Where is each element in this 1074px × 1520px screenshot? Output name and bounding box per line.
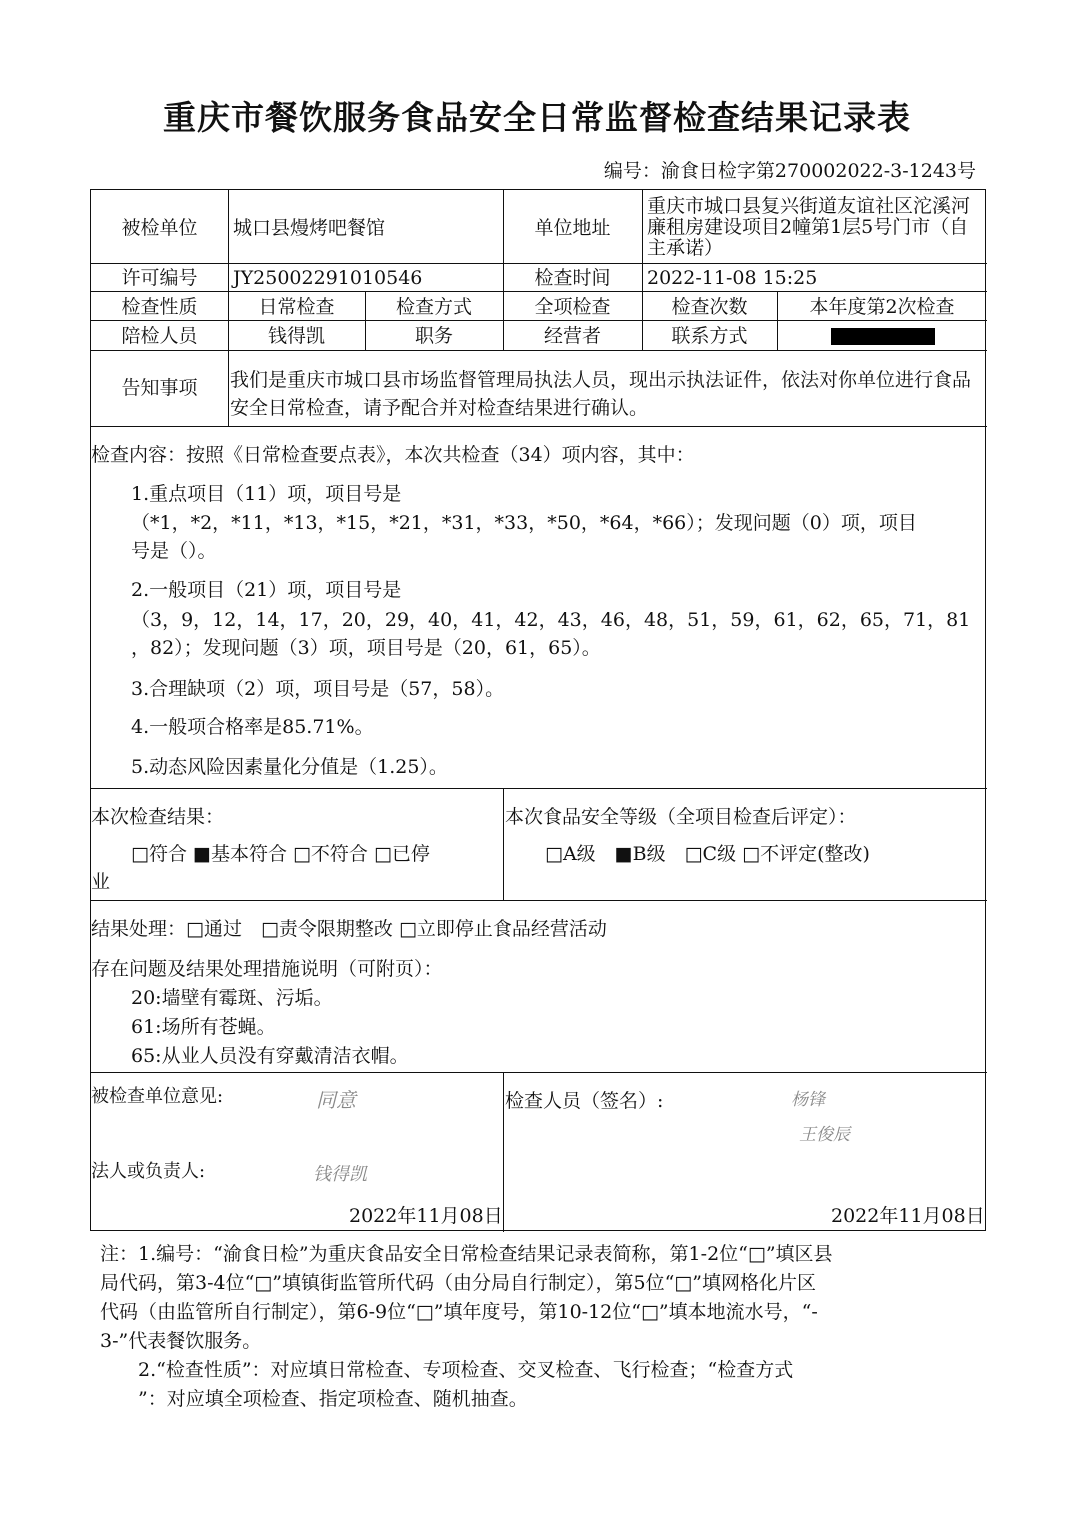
address-value: 重庆市城口县复兴街道友谊社区沱溪河廉租房建设项目2幢第1层5号门市（自主承诺）	[647, 195, 971, 259]
license-label: 许可编号	[121, 267, 198, 289]
result-label: 本次检查结果：	[91, 806, 225, 828]
note-2-line: 2.“检查性质”：对应填日常检查、专项检查、交叉检查、飞行检查；“检查方式	[138, 1359, 794, 1381]
grade-label: 本次食品安全等级（全项目检查后评定）：	[505, 806, 857, 828]
opinion-label: 被检查单位意见:	[91, 1086, 224, 1107]
nature-label: 检查性质	[121, 296, 198, 318]
handling-line: 结果处理：□通过 □责令限期整改 □立即停止食品经营活动	[91, 918, 607, 940]
time-value: 2022-11-08 15:25	[647, 267, 818, 289]
record-table	[90, 189, 986, 1231]
note-1-line: 代码（由监管所自行制定），第6-9位“□”填年度号，第10-12位“□”填本地流水号，“-	[100, 1301, 818, 1323]
grade-options: □A级 ■B级 □C级 □不评定(整改)	[545, 843, 870, 865]
count-label: 检查次数	[671, 296, 748, 318]
time-label: 检查时间	[534, 267, 611, 289]
key-items-line2: （*1，*2，*11，*13，*15，*21，*31，*33，*50，*64，*66）；发现问题（0）项，项目	[131, 512, 917, 534]
general-items-line3: ，82）；发现问题（3）项，项目号是（20，61，65）。	[131, 637, 601, 659]
note-2-line: ”：对应填全项检查、指定项检查、随机抽查。	[138, 1388, 528, 1410]
inspector-signature: 王俊辰	[799, 1125, 850, 1145]
unit-value: 城口县熳烤吧餐馆	[233, 217, 386, 239]
issue-item: 65:从业人员没有穿戴清洁衣帽。	[131, 1045, 409, 1067]
pass-rate-line: 4.一般项合格率是85.71%。	[131, 716, 374, 738]
legal-person-signature: 钱得凯	[313, 1164, 367, 1185]
issues-label: 存在问题及结果处理措施说明（可附页）：	[91, 958, 443, 980]
note-1-line: 注：1.编号：“渝食日检”为重庆食品安全日常检查结果记录表简称，第1-2位“□”填区县	[100, 1243, 833, 1265]
unit-label: 被检单位	[121, 217, 198, 239]
legal-person-label: 法人或负责人:	[91, 1161, 206, 1182]
inspector-label: 检查人员（签名）:	[505, 1090, 664, 1112]
notice-text: 我们是重庆市城口县市场监督管理局执法人员，现出示执法证件，依法对你单位进行食品安全日常检查，请予配合并对检查结果进行确认。	[230, 369, 972, 419]
issue-item: 61:场所有苍蝇。	[131, 1016, 276, 1038]
left-date: 2022年11月08日	[349, 1205, 503, 1227]
document-number: 编号：渝食日检字第270002022-3-1243号	[603, 160, 976, 182]
issue-item: 20:墙壁有霉斑、污垢。	[131, 987, 333, 1009]
missing-items-line: 3.合理缺项（2）项，项目号是（57，58）。	[131, 678, 505, 700]
content-intro: 检查内容：按照《日常检查要点表》，本次共检查（34）项内容，其中：	[91, 444, 695, 466]
inspector-signature: 杨锋	[791, 1090, 825, 1110]
risk-score-line: 5.动态风险因素量化分值是（1.25）。	[131, 756, 448, 778]
note-1-line: 局代码，第3-4位“□”填镇街监管所代码（由分局自行制定），第5位“□”填网格化片区	[100, 1272, 816, 1294]
address-label: 单位地址	[534, 217, 611, 239]
count-value: 本年度第2次检查	[809, 296, 955, 318]
key-items-line3: 号是（）。	[131, 540, 217, 562]
contact-label: 联系方式	[671, 325, 748, 347]
contact-redacted	[831, 328, 935, 345]
accompany-label: 陪检人员	[121, 325, 198, 347]
general-items-line2: （3，9，12，14，17，20，29，40，41，42，43，46，48，51，59，61，62，65，71，81	[131, 609, 971, 631]
nature-value: 日常检查	[258, 296, 335, 318]
page-title: 重庆市餐饮服务食品安全日常监督检查结果记录表	[163, 98, 911, 137]
license-value: JY25002291010546	[233, 267, 423, 289]
general-items-line1: 2.一般项目（21）项，项目号是	[131, 579, 402, 601]
note-1-line: 3-”代表餐饮服务。	[100, 1330, 262, 1352]
position-label: 职务	[414, 325, 453, 347]
result-options: □符合 ■基本符合 □不符合 □已停	[131, 843, 430, 865]
right-date: 2022年11月08日	[831, 1205, 985, 1227]
notice-label: 告知事项	[121, 377, 198, 399]
method-value: 全项检查	[534, 296, 611, 318]
accompany-value: 钱得凯	[267, 325, 325, 347]
result-options-wrap: 业	[91, 871, 111, 893]
method-label: 检查方式	[395, 296, 472, 318]
key-items-line1: 1.重点项目（11）项，项目号是	[131, 483, 402, 505]
opinion-signature: 同意	[316, 1088, 356, 1112]
position-value: 经营者	[543, 325, 601, 347]
